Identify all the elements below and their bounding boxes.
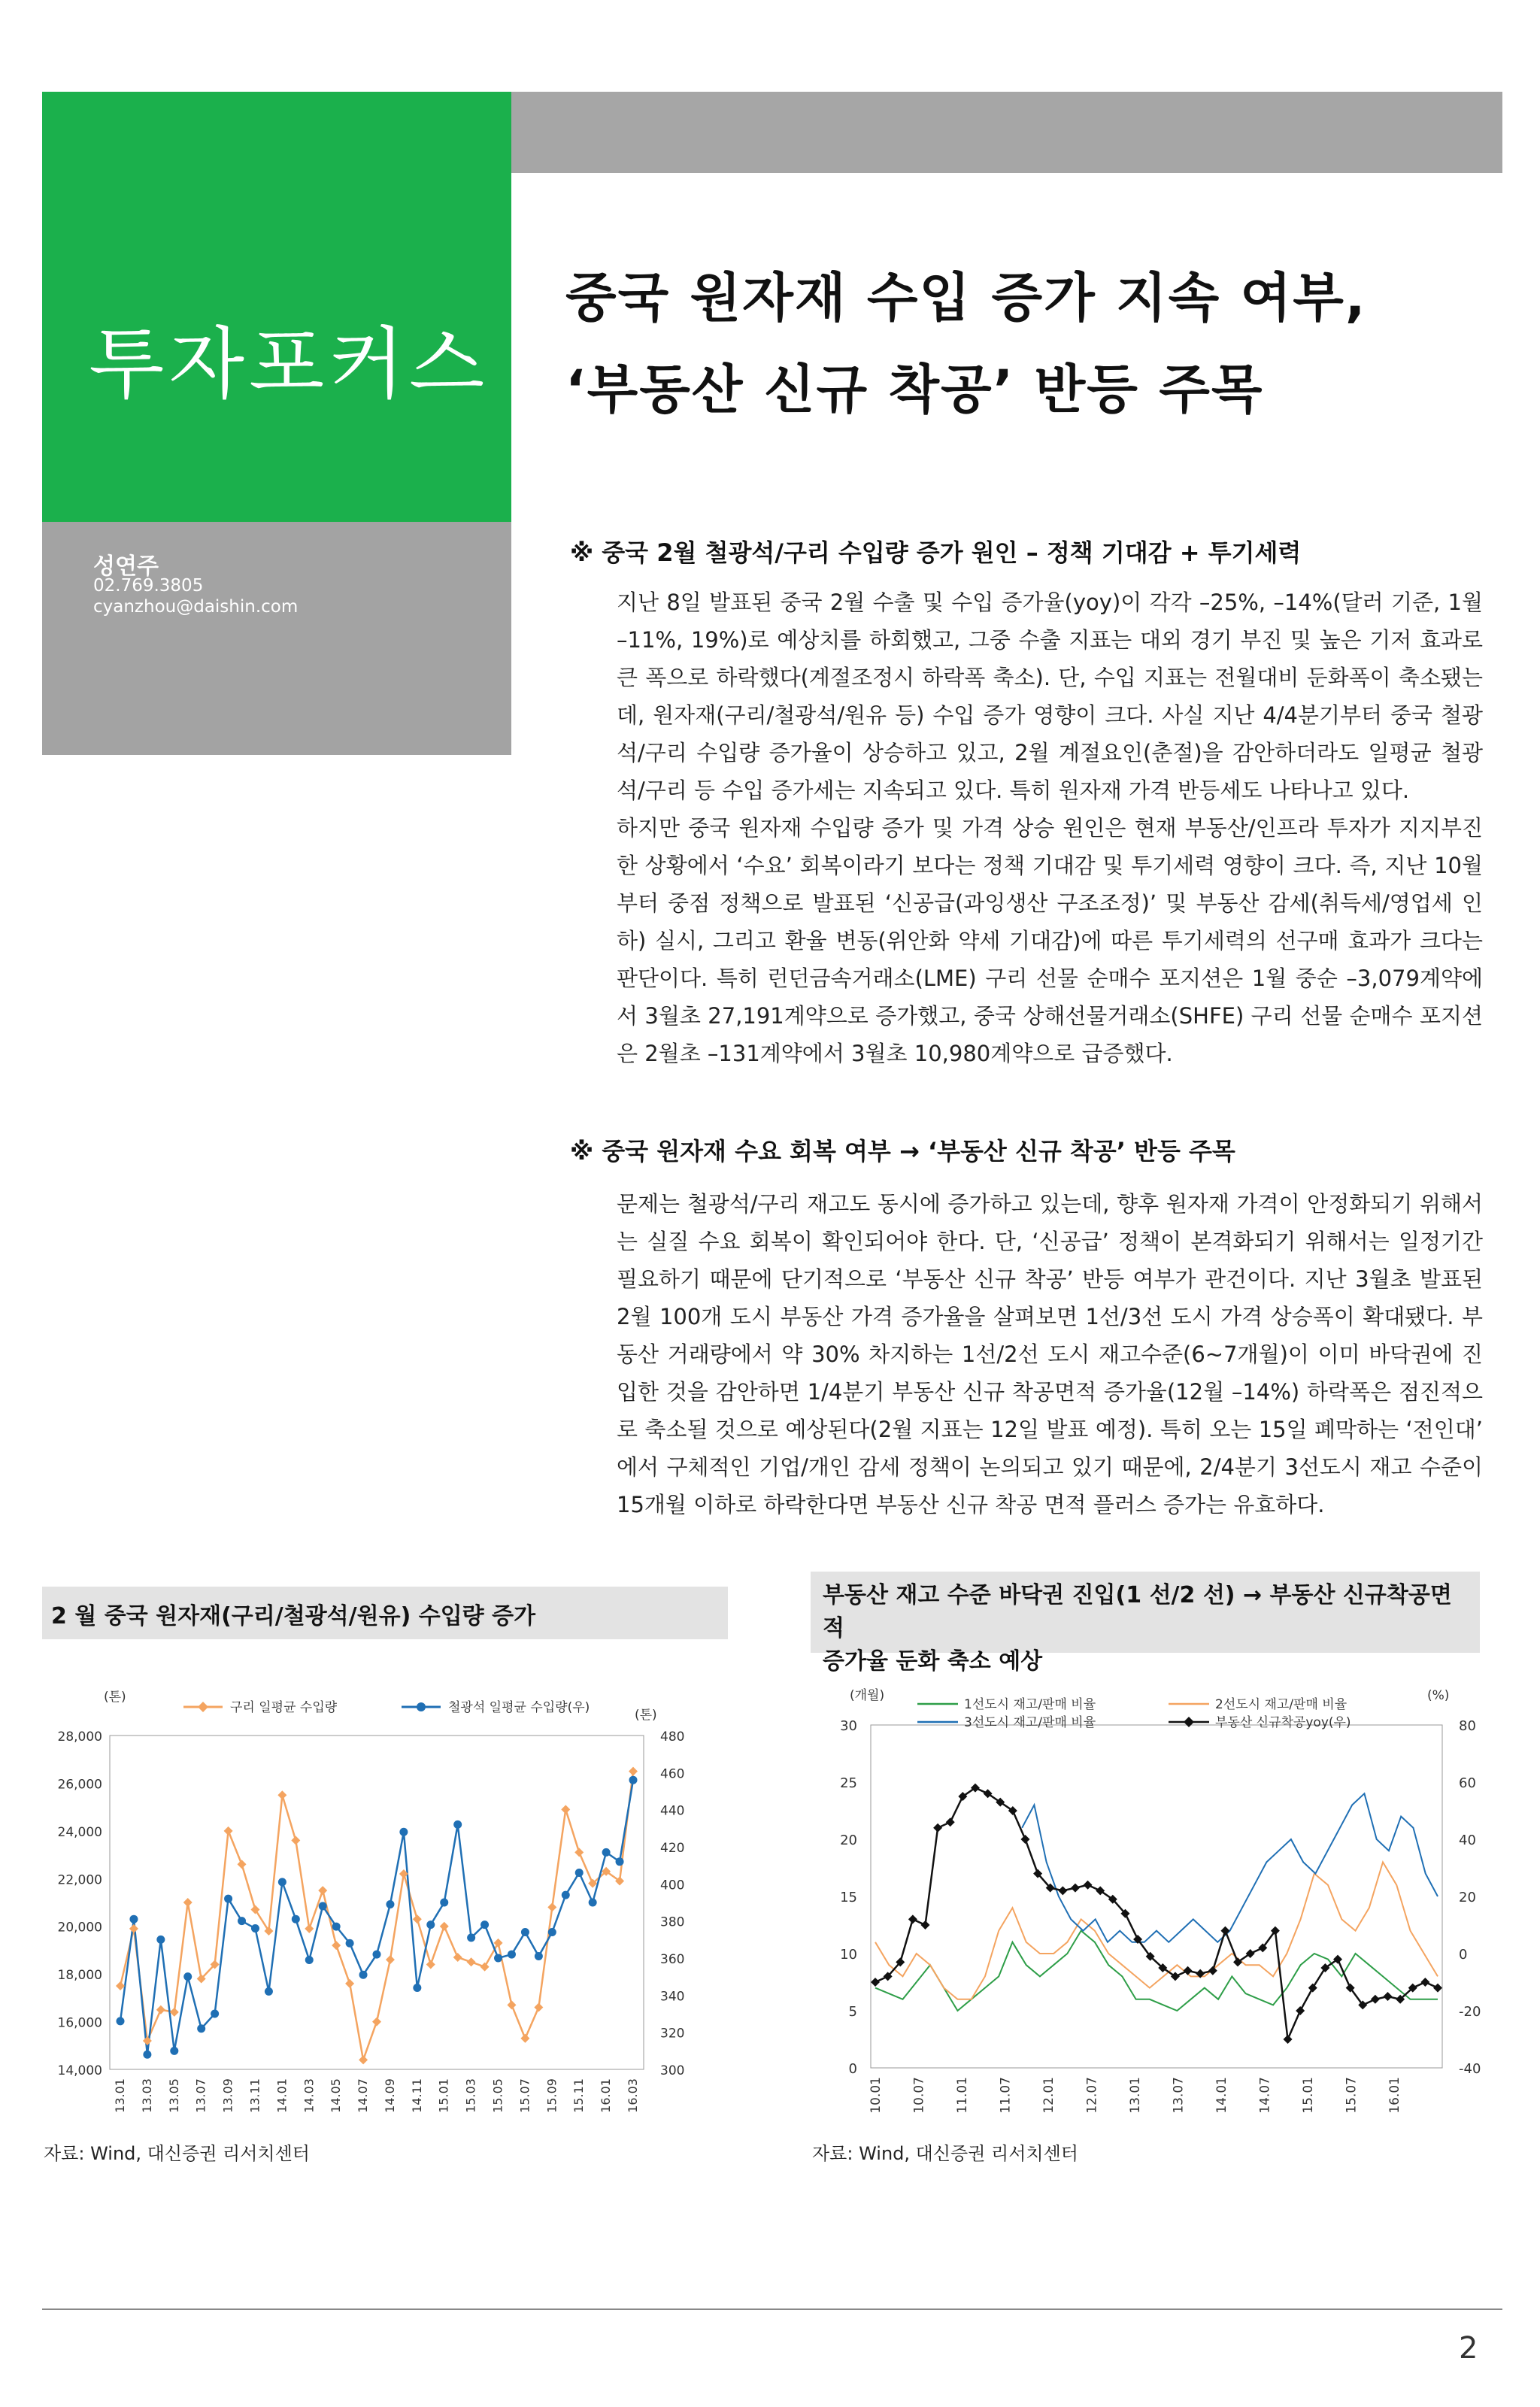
chart2-ytick-right: 0	[1459, 1947, 1468, 1963]
section1-paragraph-2: 하지만 중국 원자재 수입량 증가 및 가격 상승 원인은 현재 부동산/인프라 투자가 지지부진한 상황에서 ‘수요’ 회복이라기 보다는 정책 기대감 및 투기세력 영향이 크다. 즉, 지난 10월부터 중점 정책으로 발표된 ‘신공급(과잉생산 구조조정)’ 및 부동산 감세(취득세/영업세 인하) 실시, 그리고 환율 변동(위안화 약세 기대감)에 따른 투기세력의 선구매 효과가 크다는 판단이다. 특히 런던금속거래소(LME) 구리 선물 순매수 포지션은 1월 중순 –3,079계약에서 3월초 27,191계약으로 증가했고, 중국 상해선물거래소(SHFE) 구리 선물 순매수 포지션은 2월초 –131계약에서 3월초 10,980계약으로 급증했다.	[617, 815, 1483, 1066]
chart1-copper-point	[629, 1767, 638, 1776]
chart1-xtick: 15.05	[490, 2078, 505, 2113]
chart2-starts-point	[1384, 1992, 1393, 2001]
chart1-iron-point	[319, 1902, 327, 1910]
chart1-ytick-left: 18,000	[57, 1968, 102, 1984]
chart1-xtick: 14.05	[329, 2078, 344, 2113]
chart1-xtick: 13.09	[220, 2078, 235, 2113]
chart2-title-line2: 증가율 둔화 축소 예상	[823, 1648, 1043, 1675]
brand-banner	[42, 92, 511, 522]
section2-paragraph-1: 문제는 철광석/구리 재고도 동시에 증가하고 있는데, 향후 원자재 가격이 안정화되기 위해서는 실질 수요 회복이 확인되어야 한다. 단, ‘신공급’ 정책이 본격화되기 위해서는 일정기간 필요하기 때문에 단기적으로 ‘부동산 신규 착공’ 반등 여부가 관건이다. 지난 3월초 발표된 2월 100개 도시 부동산 가격 증가율을 살펴보면 1선/3선 도시 가격 상승폭이 확대됐다. 부동산 거래량에서 약 30% 차지하는 1선/2선 도시 재고수준(6~7개월)이 이미 바닥권에 진입한 것을 감안하면 1/4분기 부동산 신규 착공면적 증가율(12월 –14%) 하락폭은 점진적으로 축소될 것으로 예상된다(2월 지표는 12일 발표 예정). 특히 오는 15일 폐막하는 ‘전인대’ 에서 구체적인 기업/개인 감세 정책이 논의되고 있기 때문에, 2/4분기 3선도시 재고 수준이 15개월 이하로 하락한다면 부동산 신규 착공 면적 플러스 증가는 유효하다.	[617, 1191, 1483, 1517]
chart1-copper-point	[467, 1957, 476, 1966]
chart1-ytick-right: 340	[660, 1989, 685, 2005]
chart1-copper-point	[561, 1805, 570, 1814]
chart1-ytick-right: 380	[660, 1914, 685, 1930]
chart2-starts-point	[1433, 1984, 1442, 1993]
chart1-copper-point	[453, 1953, 462, 1962]
chart1-copper-point	[345, 1979, 354, 1988]
section1-body	[617, 584, 1483, 1072]
chart2-starts-point	[1058, 1886, 1067, 1895]
chart2-title-line1: 부동산 재고 수준 바닥권 진입(1 선/2 선) → 부동산 신규착공면적	[823, 1582, 1452, 1642]
chart1-iron-point	[535, 1952, 543, 1960]
chart1-iron-point	[359, 1971, 368, 1979]
chart1-copper-point	[413, 1914, 422, 1923]
chart2-xtick: 11.01	[955, 2077, 970, 2114]
chart1-title-text: 2 월 중국 원자재(구리/철광석/원유) 수입량 증가	[51, 1603, 536, 1629]
chart2-ytick-left: 5	[848, 2004, 857, 2020]
chart1-iron-point	[426, 1920, 435, 1929]
chart1-copper-point	[170, 2008, 179, 2017]
footer-divider	[42, 2308, 1502, 2310]
chart1-copper-point	[224, 1826, 233, 1836]
chart2-xtick: 14.07	[1257, 2077, 1273, 2114]
chart1-copper-point	[534, 2003, 543, 2012]
chart2-ytick-left: 15	[840, 1890, 857, 1905]
chart1-xtick: 13.07	[193, 2078, 208, 2113]
chart2-xtick: 12.07	[1084, 2077, 1100, 2114]
chart2-title	[811, 1572, 1480, 1675]
chart1-ytick-right: 360	[660, 1952, 685, 1967]
chart2-right-unit: (%)	[1427, 1688, 1450, 1703]
chart2-xtick: 12.01	[1041, 2077, 1056, 2114]
chart1-copper-point	[426, 1960, 435, 1969]
chart1-copper-point	[574, 1848, 584, 1857]
chart1-legend-copper-marker	[198, 1702, 208, 1712]
chart2-xtick: 10.07	[911, 2077, 927, 2114]
chart1-copper-point	[547, 1902, 556, 1911]
chart2-ytick-right: 60	[1459, 1775, 1476, 1791]
chart1-xtick: 15.11	[571, 2078, 587, 2113]
chart1-xtick: 13.05	[166, 2078, 181, 2113]
chart1-iron-point	[373, 1951, 381, 1959]
chart2-legend-tier1-label: 1선도시 재고/판매 비율	[964, 1697, 1096, 1712]
chart1-xtick: 14.09	[382, 2078, 397, 2113]
analyst-name: 성연주	[93, 553, 159, 580]
chart1-ytick-right: 480	[660, 1729, 685, 1745]
chart1-copper-point	[250, 1905, 259, 1914]
chart1-left-unit: (톤)	[104, 1690, 126, 1705]
chart2-xtick: 13.01	[1128, 2077, 1143, 2114]
chart1-ytick-right: 400	[660, 1878, 685, 1893]
chart1-title	[42, 1587, 728, 1639]
chart1-ytick-left: 24,000	[57, 1824, 102, 1840]
section2-heading: ※ 중국 원자재 수요 회복 여부 → ‘부동산 신규 착공’ 반등 주목	[570, 1137, 1235, 1166]
chart1-copper-point	[143, 2036, 152, 2045]
chart1-ytick-left: 22,000	[57, 1872, 102, 1888]
chart1-legend-iron-marker	[417, 1702, 426, 1711]
chart2-ytick-left: 20	[840, 1833, 857, 1848]
chart1-iron-point	[224, 1895, 232, 1903]
chart1-ytick-right: 440	[660, 1803, 685, 1819]
chart2-starts-point	[871, 1978, 880, 1987]
chart1-iron-point	[265, 1987, 273, 1996]
chart2-starts-point	[1420, 1978, 1429, 1987]
chart1-iron-point	[238, 1917, 246, 1925]
chart1-iron-point	[117, 2017, 125, 2025]
chart1-iron-point	[575, 1869, 584, 1877]
chart2-legend-starts-marker	[1184, 1717, 1194, 1727]
chart2-legend-tier3-label: 3선도시 재고/판매 비율	[964, 1715, 1096, 1730]
chart1-iron-point	[143, 2051, 151, 2059]
chart2-xtick: 15.07	[1344, 2077, 1360, 2114]
chart1-copper-point	[318, 1886, 327, 1895]
chart1-right-unit: (톤)	[635, 1708, 657, 1723]
chart1-xtick: 13.01	[113, 2078, 127, 2113]
chart1-legend-iron-label: 철광석 일평균 수입량(우)	[448, 1700, 590, 1715]
chart1-iron-point	[629, 1776, 638, 1784]
chart2-left-unit: (개월)	[850, 1688, 885, 1703]
chart1-iron-point	[467, 1933, 475, 1942]
chart1-iron-point	[197, 2024, 205, 2033]
chart1-iron-point	[332, 1923, 341, 1931]
page-number: 2	[1459, 2331, 1478, 2366]
chart2-ytick-right: -40	[1459, 2061, 1481, 2077]
chart1-ytick-left: 16,000	[57, 2015, 102, 2031]
chart1-iron-point	[129, 1915, 138, 1923]
chart1-legend-copper-label: 구리 일평균 수입량	[230, 1700, 338, 1715]
chart1-copper-point	[183, 1898, 192, 1907]
chart1-ytick-right: 460	[660, 1766, 685, 1782]
chart1-xtick: 15.09	[544, 2078, 559, 2113]
chart2-starts-point	[920, 1920, 929, 1930]
chart1-iron-line	[120, 1780, 633, 2054]
chart1-iron-point	[440, 1899, 448, 1907]
chart1-copper-point	[359, 2055, 368, 2064]
chart2-ytick-left: 30	[840, 1718, 857, 1734]
chart1-copper-point	[494, 1939, 503, 1948]
chart1-xtick: 14.07	[356, 2078, 371, 2113]
chart1-ytick-right: 320	[660, 2026, 685, 2042]
chart2-legend-starts-label: 부동산 신규착공yoy(우)	[1215, 1715, 1351, 1730]
chart1-iron-point	[562, 1891, 570, 1899]
chart2-starts-point	[1071, 1884, 1080, 1893]
chart1-iron-point	[170, 2047, 178, 2055]
chart1-iron-point	[494, 1954, 502, 1963]
chart1-iron-point	[183, 1972, 192, 1981]
chart1-ytick-left: 14,000	[57, 2063, 102, 2078]
chart1-iron-point	[413, 1984, 421, 1992]
chart2-xtick: 11.07	[998, 2077, 1014, 2114]
chart1-iron-point	[386, 1900, 394, 1908]
chart2-ytick-left: 10	[840, 1947, 857, 1963]
chart1-copper-point	[480, 1963, 490, 1972]
chart1-copper-point	[386, 1955, 395, 1964]
chart1-copper-point	[277, 1790, 286, 1799]
chart1-ytick-right: 420	[660, 1841, 685, 1856]
chart1-copper-point	[372, 2017, 381, 2027]
chart1-iron-point	[251, 1924, 259, 1933]
section1-paragraph-1: 지난 8일 발표된 중국 2월 수출 및 수입 증가율(yoy)이 각각 –25%, –14%(달러 기준, 1월 –11%, 19%)로 예상치를 하회했고, 그중 수출 지표는 대외 경기 부진 및 높은 기저 효과로 큰 폭으로 하락했다(계절조정시 하락폭 축소). 단, 수입 지표는 전월대비 둔화폭이 축소됐는데, 원자재(구리/철광석/원유 등) 수입 증가 영향이 크다. 사실 지난 4/4분기부터 중국 철광석/구리 수입량 증가율이 상승하고 있고, 2월 계절요인(춘절)을 감안하더라도 일평균 철광석/구리 등 수입 증가세는 지속되고 있다. 특히 원자재 가격 반등세도 나타나고 있다.	[617, 590, 1483, 803]
chart1-iron-point	[548, 1928, 556, 1936]
chart1-iron-point	[480, 1920, 489, 1929]
analyst-email[interactable]: cyanzhou@daishin.com	[93, 597, 299, 617]
chart2-ytick-right: 20	[1459, 1890, 1476, 1905]
chart1-iron-point	[521, 1928, 529, 1936]
chart2-starts-point	[1020, 1835, 1029, 1844]
chart1-copper-point	[238, 1860, 247, 1869]
chart2-tier3-line	[1022, 1793, 1438, 1942]
chart2-plot	[811, 1674, 1502, 2133]
chart1-iron-point	[305, 1956, 314, 1964]
chart1-iron-point	[156, 1936, 165, 1944]
chart1-iron-point	[589, 1899, 597, 1907]
chart2-starts-point	[1220, 1927, 1229, 1936]
chart1-copper-point	[116, 1981, 125, 1990]
chart1-ytick-right: 300	[660, 2063, 685, 2078]
chart1-source: 자료: Wind, 대신증권 리서치센터	[44, 2143, 310, 2164]
chart1-copper-point	[156, 2005, 165, 2014]
analyst-phone: 02.769.3805	[93, 576, 204, 596]
chart1-iron-point	[346, 1939, 354, 1948]
chart1-iron-point	[211, 2010, 219, 2018]
chart1-ytick-left: 28,000	[57, 1729, 102, 1745]
chart1-xtick: 15.07	[517, 2078, 532, 2113]
chart2-starts-point	[1284, 2035, 1293, 2044]
chart1-iron-point	[453, 1820, 462, 1829]
chart2-starts-point	[908, 1914, 917, 1923]
section1-heading: ※ 중국 2월 철광석/구리 수입량 증가 원인 – 정책 기대감 + 투기세력	[570, 538, 1302, 567]
chart2-plot-area	[871, 1725, 1442, 2068]
chart1-copper-point	[129, 1924, 138, 1933]
chart2-ytick-right: 40	[1459, 1833, 1476, 1848]
chart1-plot	[42, 1674, 741, 2133]
chart2-source: 자료: Wind, 대신증권 리서치센터	[812, 2143, 1078, 2164]
chart1-copper-point	[291, 1836, 300, 1845]
chart1-ytick-left: 26,000	[57, 1777, 102, 1793]
brand-title: 투자포커스	[89, 318, 490, 410]
chart1-xtick: 15.03	[463, 2078, 478, 2113]
chart1-iron-point	[602, 1848, 611, 1857]
chart1-iron-point	[292, 1915, 300, 1923]
report-title-line1: 중국 원자재 수입 증가 지속 여부,	[565, 267, 1367, 329]
chart1-copper-point	[332, 1941, 341, 1950]
chart2-xtick: 16.01	[1387, 2077, 1402, 2114]
chart2-legend-tier2-label: 2선도시 재고/판매 비율	[1215, 1697, 1348, 1712]
chart2-starts-point	[1184, 1966, 1193, 1975]
chart2-ytick-left: 0	[848, 2061, 857, 2077]
chart1-xtick: 14.03	[302, 2078, 317, 2113]
chart1-iron-point	[616, 1857, 624, 1866]
chart1-xtick: 14.11	[409, 2078, 424, 2113]
chart1-xtick: 16.03	[626, 2078, 640, 2113]
chart2-starts-point	[1308, 1984, 1317, 1993]
chart2-ytick-left: 25	[840, 1775, 857, 1791]
chart2-xtick: 10.01	[869, 2077, 884, 2114]
analyst-box	[42, 522, 511, 755]
chart1-xtick: 14.01	[274, 2078, 290, 2113]
chart1-iron-point	[399, 1828, 408, 1836]
report-title-line2: ‘부동산 신규 착공’ 반등 주목	[565, 359, 1264, 420]
chart1-iron-point	[508, 1951, 516, 1959]
chart2-xtick: 15.01	[1301, 2077, 1316, 2114]
chart2-starts-point	[946, 1817, 955, 1826]
chart1-xtick: 15.01	[436, 2078, 451, 2113]
chart2-ytick-right: 80	[1459, 1718, 1476, 1734]
chart2-starts-point	[1084, 1881, 1093, 1890]
header-gray-bar	[511, 92, 1502, 173]
chart1-copper-point	[305, 1924, 314, 1933]
chart1-copper-point	[264, 1927, 273, 1936]
chart1-copper-point	[440, 1922, 449, 1931]
section2-body	[617, 1185, 1483, 1523]
chart1-copper-point	[520, 2034, 529, 2043]
chart2-starts-point	[933, 1823, 942, 1833]
chart1-ytick-left: 20,000	[57, 1920, 102, 1936]
chart2-xtick: 14.01	[1214, 2077, 1229, 2114]
chart1-xtick: 16.01	[599, 2078, 614, 2113]
chart1-xtick: 13.11	[247, 2078, 262, 2113]
chart2-starts-point	[1296, 2006, 1305, 2015]
chart2-starts-point	[1371, 1995, 1380, 2004]
chart2-ytick-right: -20	[1459, 2004, 1481, 2020]
chart2-xtick: 13.07	[1171, 2077, 1187, 2114]
chart1-iron-point	[278, 1878, 286, 1886]
chart1-xtick: 13.03	[139, 2078, 154, 2113]
chart1-copper-point	[507, 2000, 516, 2009]
